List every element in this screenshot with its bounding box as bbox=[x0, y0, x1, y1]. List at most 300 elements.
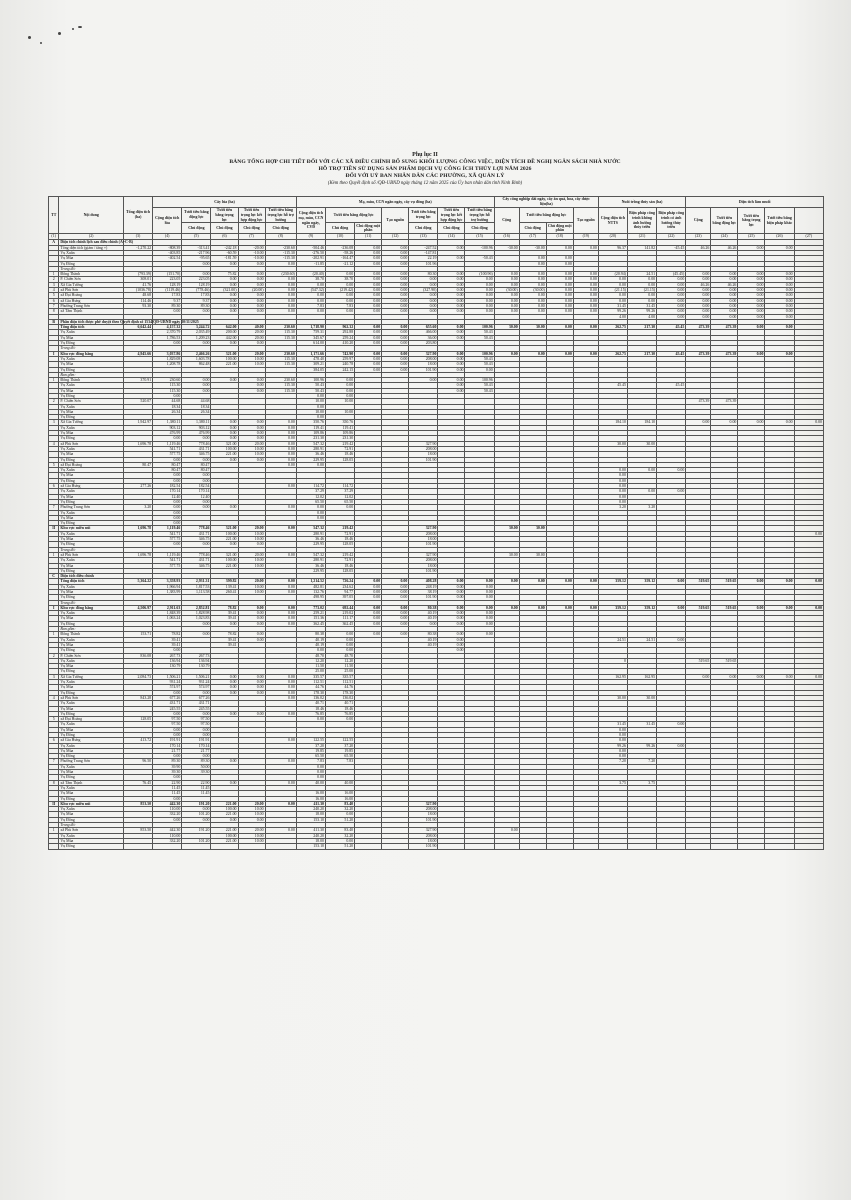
value-cell: 0.00 bbox=[438, 351, 465, 356]
value-cell: 0.00 bbox=[409, 298, 438, 303]
value-cell: 384.05 bbox=[296, 367, 325, 372]
value-cell: 130.79 bbox=[182, 664, 211, 669]
value-cell: 0.00 bbox=[657, 303, 686, 308]
value-cell: 40.19 bbox=[409, 642, 438, 647]
value-cell: 0.00 bbox=[238, 711, 265, 716]
value-cell: 65.50 bbox=[296, 754, 325, 759]
value-cell: 10.00 bbox=[238, 833, 265, 838]
value-cell: 0.00 bbox=[598, 277, 627, 282]
value-cell: 48.70 bbox=[296, 653, 325, 658]
value-cell: 0.00 bbox=[438, 632, 465, 637]
value-cell: 0.00 bbox=[211, 282, 238, 287]
value-cell: 0.00 bbox=[438, 277, 465, 282]
value-cell: 219.42 bbox=[325, 441, 354, 446]
value-cell: 208.00 bbox=[409, 531, 438, 536]
value-cell: 0.00 bbox=[382, 250, 409, 255]
value-cell: 18.00 bbox=[296, 838, 325, 843]
row-label-cell: Vụ Mùa bbox=[59, 812, 124, 817]
value-cell: 0.00 bbox=[325, 309, 354, 314]
row-index-cell: 5 bbox=[49, 462, 59, 467]
row-index-cell: 8 bbox=[49, 309, 59, 314]
value-cell bbox=[438, 844, 465, 849]
value-cell: 0.00 bbox=[265, 695, 296, 700]
value-cell: 3.75 bbox=[598, 780, 627, 785]
value-cell: 1,603.78 bbox=[182, 356, 211, 361]
value-cell: -115.30 bbox=[265, 250, 296, 255]
row-label-cell: Vụ Mùa bbox=[59, 838, 124, 843]
value-cell: 0.00 bbox=[296, 770, 325, 775]
value-cell: 0.00 bbox=[438, 356, 465, 361]
value-cell: 115.30 bbox=[265, 362, 296, 367]
value-cell: 0.00 bbox=[211, 303, 238, 308]
value-cell: 12.40 bbox=[153, 494, 182, 499]
value-cell: 100.00 bbox=[211, 531, 238, 536]
value-cell: 267.73 bbox=[182, 653, 211, 658]
value-cell: 191.20 bbox=[182, 828, 211, 833]
column-index-cell: (15) bbox=[465, 234, 494, 240]
value-cell: 0.00 bbox=[546, 579, 573, 584]
value-cell bbox=[465, 844, 494, 849]
value-cell: 234.62 bbox=[325, 584, 354, 589]
column-index-cell: (2) bbox=[59, 234, 124, 240]
value-cell: 10.00 bbox=[238, 362, 265, 367]
row-label-cell: xã Phù Sơn bbox=[59, 441, 124, 446]
value-cell: 30.00 bbox=[627, 441, 656, 446]
row-label-cell: Vụ Đông bbox=[59, 775, 124, 780]
value-cell: 230.60 bbox=[153, 378, 182, 383]
value-cell: 346.75 bbox=[182, 452, 211, 457]
value-cell: 0.00 bbox=[657, 314, 686, 319]
value-cell: 50.43 bbox=[296, 383, 325, 388]
value-cell: 101.90 bbox=[409, 367, 438, 372]
value-cell: 153.10 bbox=[296, 817, 325, 822]
group-color-crops: Mạ, màu, CCN ngắn ngày, cây vụ đông (ha) bbox=[296, 197, 494, 208]
value-cell: 853.50 bbox=[123, 828, 152, 833]
value-cell: 0.00 bbox=[546, 298, 573, 303]
row-label-cell: Vụ Xuân bbox=[59, 383, 124, 388]
value-cell: 0.00 bbox=[738, 288, 765, 293]
value-cell: 80.30 bbox=[409, 272, 438, 277]
value-cell: 0.00 bbox=[355, 356, 382, 361]
value-cell: 0.00 bbox=[325, 642, 354, 647]
value-cell: 0.00 bbox=[598, 473, 627, 478]
value-cell: 9.37 bbox=[153, 298, 182, 303]
value-cell: 7.83 bbox=[296, 303, 325, 308]
value-cell: 0.00 bbox=[465, 298, 494, 303]
value-cell: 0.00 bbox=[325, 388, 354, 393]
value-cell: 399.82 bbox=[211, 579, 238, 584]
value-cell: 0.00 bbox=[182, 754, 211, 759]
row-label-cell: Vụ Xuân bbox=[59, 558, 124, 563]
value-cell: 1,383.99 bbox=[153, 589, 182, 594]
value-cell: 10.00 bbox=[238, 584, 265, 589]
value-cell: 0.00 bbox=[211, 431, 238, 436]
value-cell: 0.00 bbox=[657, 309, 686, 314]
col-rice-kh: Tưới tiêu trọng lực kết hợp động lực bbox=[238, 208, 265, 223]
value-cell: 40.00 bbox=[238, 325, 265, 330]
value-cell: 46.26 bbox=[686, 245, 711, 250]
value-cell: 18.34 bbox=[182, 404, 211, 409]
value-cell: 17.83 bbox=[182, 293, 211, 298]
value-cell: -276.50 bbox=[296, 250, 325, 255]
row-label-cell: Vụ Xuân bbox=[59, 250, 124, 255]
value-cell: 843.28 bbox=[123, 695, 152, 700]
value-cell: 0.00 bbox=[438, 309, 465, 314]
value-cell: 0.00 bbox=[211, 420, 238, 425]
row-index-cell: 1 bbox=[49, 378, 59, 383]
value-cell: 40.19 bbox=[409, 616, 438, 621]
value-cell: 20.00 bbox=[238, 828, 265, 833]
value-cell: 115.30 bbox=[265, 335, 296, 340]
row-label-cell: Vụ Mùa bbox=[59, 770, 124, 775]
row-label-cell: Vụ Xuân bbox=[59, 680, 124, 685]
value-cell: 0.00 bbox=[355, 261, 382, 266]
value-cell: 0.00 bbox=[382, 579, 409, 584]
row-label-cell: Vụ Mùa bbox=[59, 473, 124, 478]
value-cell: 0.00 bbox=[519, 272, 546, 277]
value-cell: 0.00 bbox=[153, 733, 182, 738]
value-cell: 0.00 bbox=[438, 335, 465, 340]
value-cell: 0.00 bbox=[657, 298, 686, 303]
value-cell: 136.02 bbox=[325, 695, 354, 700]
value-cell: 0.00 bbox=[265, 589, 296, 594]
value-cell: 0.00 bbox=[355, 595, 382, 600]
value-cell: 0.00 bbox=[153, 775, 182, 780]
value-cell: 0.00 bbox=[211, 690, 238, 695]
value-cell: 0.00 bbox=[325, 632, 354, 637]
value-cell: 0.00 bbox=[494, 293, 519, 298]
value-cell: 0.00 bbox=[265, 288, 296, 293]
row-label-cell: Vụ Mùa bbox=[59, 452, 124, 457]
row-label-cell: xã Tâm Thịnh bbox=[59, 309, 124, 314]
row-label-cell: Vụ Xuân bbox=[59, 446, 124, 451]
value-cell: (547.32) bbox=[296, 288, 325, 293]
value-cell: 0.00 bbox=[598, 754, 627, 759]
value-cell: 442.00 bbox=[211, 335, 238, 340]
value-cell: 80.47 bbox=[182, 462, 211, 467]
row-label-cell: Phường Trung Sơn bbox=[59, 759, 124, 764]
value-cell: 170.14 bbox=[182, 489, 211, 494]
value-cell: 547.32 bbox=[296, 552, 325, 557]
value-cell: 0.00 bbox=[182, 632, 211, 637]
value-cell: 0.00 bbox=[296, 415, 325, 420]
value-cell: 519.65 bbox=[686, 605, 711, 610]
value-cell: 0.00 bbox=[546, 351, 573, 356]
value-cell: 931.24 bbox=[153, 680, 182, 685]
value-cell: 0.00 bbox=[355, 303, 382, 308]
value-cell: 327.90 bbox=[409, 801, 438, 806]
value-cell: 136.94 bbox=[153, 658, 182, 663]
value-cell: 0.00 bbox=[438, 388, 465, 393]
value-cell: 0.00 bbox=[238, 616, 265, 621]
value-cell: 10.00 bbox=[238, 558, 265, 563]
value-cell: 6,642.44 bbox=[123, 325, 152, 330]
value-cell: 30.00 bbox=[598, 441, 627, 446]
row-label-cell: Vụ Xuân bbox=[59, 531, 124, 536]
value-cell: 10.00 bbox=[238, 838, 265, 843]
value-cell: 0.00 bbox=[182, 457, 211, 462]
row-label-cell: Đông Thành bbox=[59, 632, 124, 637]
row-index-cell: I bbox=[49, 605, 59, 610]
value-cell: 0.00 bbox=[465, 611, 494, 616]
value-cell: 111.17 bbox=[325, 616, 354, 621]
value-cell: 26.34 bbox=[153, 409, 182, 414]
col-color-hot: Tưới tiêu bằng trọng lực hỗ trợ hướng bbox=[465, 208, 494, 223]
value-cell: 0.00 bbox=[265, 441, 296, 446]
value-cell: 0.00 bbox=[325, 838, 354, 843]
value-cell: 327.90 bbox=[409, 828, 438, 833]
value-cell: 0.00 bbox=[738, 298, 765, 303]
value-cell: 0.00 bbox=[738, 314, 765, 319]
value-cell: 327.90 bbox=[409, 526, 438, 531]
row-index-cell: A bbox=[49, 240, 59, 245]
value-cell: 96.50 bbox=[123, 759, 152, 764]
value-cell: 44.68 bbox=[182, 399, 211, 404]
value-cell: 115.30 bbox=[153, 388, 182, 393]
value-cell: 0.00 bbox=[296, 505, 325, 510]
row-label-cell: Phường Trung Sơn bbox=[59, 303, 124, 308]
value-cell: 0.00 bbox=[465, 282, 494, 287]
value-cell: -230.60 bbox=[265, 245, 296, 250]
value-cell: 72.91 bbox=[325, 558, 354, 563]
row-label-cell: Vụ Đông bbox=[59, 341, 124, 346]
value-cell: 32.20 bbox=[325, 807, 354, 812]
value-cell: 0.00 bbox=[738, 351, 765, 356]
value-cell: 862.48 bbox=[182, 362, 211, 367]
row-index-cell: 2 bbox=[49, 653, 59, 658]
sub-rice-chudong-1: Chủ động bbox=[182, 223, 211, 234]
value-cell: 0.00 bbox=[494, 303, 519, 308]
value-cell: 0.00 bbox=[325, 812, 354, 817]
value-cell: 230.60 bbox=[265, 325, 296, 330]
col-salt-sum: Cộng bbox=[686, 208, 711, 234]
value-cell: 0.00 bbox=[382, 621, 409, 626]
value-cell: 1,208.78 bbox=[153, 362, 182, 367]
value-cell: 31.45 bbox=[598, 722, 627, 727]
value-cell: 0.00 bbox=[325, 282, 354, 287]
value-cell: 38.70 bbox=[296, 277, 325, 282]
value-cell: 0.00 bbox=[296, 462, 325, 467]
value-cell: 0.00 bbox=[325, 383, 354, 388]
value-cell: 0.00 bbox=[153, 341, 182, 346]
value-cell: 230.60 bbox=[265, 378, 296, 383]
value-cell: 38.19 bbox=[409, 589, 438, 594]
value-cell: 853.50 bbox=[123, 801, 152, 806]
row-label-cell: Khu vực miền núi bbox=[59, 526, 124, 531]
row-label-cell: Diện tích điều chỉnh bbox=[59, 574, 124, 579]
value-cell: 0.00 bbox=[438, 595, 465, 600]
row-label-cell: Vụ Mùa bbox=[59, 791, 124, 796]
value-cell: 45.45 bbox=[657, 325, 686, 330]
value-cell: 0.00 bbox=[765, 298, 794, 303]
value-cell: 0.00 bbox=[765, 288, 794, 293]
value-cell: 11.45 bbox=[153, 785, 182, 790]
value-cell: 350.76 bbox=[325, 420, 354, 425]
value-cell: 130.79 bbox=[153, 664, 182, 669]
value-cell: 122.55 bbox=[296, 738, 325, 743]
col-tt: TT bbox=[49, 197, 59, 234]
value-cell: 100.96 bbox=[465, 351, 494, 356]
value-cell: 541.71 bbox=[153, 446, 182, 451]
value-cell: 0.00 bbox=[573, 293, 598, 298]
value-cell: 12.02 bbox=[296, 494, 325, 499]
row-label-cell: xã Đại Hoàng bbox=[59, 717, 124, 722]
value-cell: 0.00 bbox=[598, 738, 627, 743]
value-cell: 0.00 bbox=[465, 303, 494, 308]
value-cell: 76.85 bbox=[325, 711, 354, 716]
value-cell: 10.00 bbox=[238, 452, 265, 457]
value-cell: -164.47 bbox=[325, 256, 354, 261]
value-cell: 0.00 bbox=[265, 526, 296, 531]
value-cell: 0.00 bbox=[465, 367, 494, 372]
value-cell: 30.00 bbox=[519, 526, 546, 531]
row-label-cell: Vụ Đông bbox=[59, 796, 124, 801]
value-cell: 577.75 bbox=[153, 452, 182, 457]
value-cell: 101.96 bbox=[409, 261, 438, 266]
value-cell: 0.00 bbox=[686, 293, 711, 298]
value-cell: 51.20 bbox=[325, 817, 354, 822]
col-color-kh: Tưới tiêu trọng lực kết hợp động lực bbox=[438, 208, 465, 223]
value-cell: 7.20 bbox=[598, 759, 627, 764]
value-cell: 200.00 bbox=[211, 330, 238, 335]
column-index-cell: (26) bbox=[765, 234, 794, 240]
value-cell: 259.97 bbox=[325, 356, 354, 361]
value-cell: 44.76 bbox=[325, 685, 354, 690]
group-rice: Cây lúa (ha) bbox=[153, 197, 297, 208]
value-cell: 101.90 bbox=[409, 595, 438, 600]
value-cell: 0.00 bbox=[355, 256, 382, 261]
row-label-cell: Ban gồm: bbox=[59, 372, 124, 377]
value-cell: 259.21 bbox=[296, 611, 325, 616]
value-cell: (219.42) bbox=[325, 288, 354, 293]
value-cell: 4.00 bbox=[627, 314, 656, 319]
value-cell: 3,358.93 bbox=[153, 579, 182, 584]
column-index-cell: (16) bbox=[494, 234, 519, 240]
row-label-cell: Xã Gia Tường bbox=[59, 674, 124, 679]
value-cell: 4,506.97 bbox=[123, 605, 152, 610]
value-cell: 0.00 bbox=[382, 293, 409, 298]
value-cell: 0.00 bbox=[711, 272, 738, 277]
row-label-cell: xã Phù Sơn bbox=[59, 288, 124, 293]
value-cell: 11.45 bbox=[182, 791, 211, 796]
value-cell: 80.47 bbox=[153, 468, 182, 473]
column-index-cell: (23) bbox=[686, 234, 711, 240]
value-cell: 0.00 bbox=[686, 298, 711, 303]
value-cell: 37.29 bbox=[296, 489, 325, 494]
value-cell: 136.02 bbox=[296, 695, 325, 700]
value-cell: (45.45) bbox=[657, 272, 686, 277]
value-cell: 0.00 bbox=[519, 293, 546, 298]
row-label-cell: Vụ Mùa bbox=[59, 664, 124, 669]
value-cell bbox=[265, 844, 296, 849]
value-cell: 7.20 bbox=[627, 759, 656, 764]
row-label-cell: Vụ Đông bbox=[59, 621, 124, 626]
value-cell: 1,696.78 bbox=[123, 526, 152, 531]
value-cell: 72.91 bbox=[325, 446, 354, 451]
sub-color-motphan: Chủ động một phần bbox=[356, 223, 381, 233]
value-cell: 0.00 bbox=[519, 309, 546, 314]
row-index-cell: 3 bbox=[49, 282, 59, 287]
value-cell: 0.00 bbox=[627, 468, 656, 473]
row-index-cell: B bbox=[49, 319, 59, 324]
value-cell: 903.12 bbox=[182, 425, 211, 430]
value-cell: 89.30 bbox=[153, 759, 182, 764]
value-cell: 100.96 bbox=[465, 325, 494, 330]
value-cell: 26.34 bbox=[182, 409, 211, 414]
value-cell: 0.00 bbox=[382, 589, 409, 594]
value-cell: 30.00 bbox=[598, 695, 627, 700]
value-cell: 0.00 bbox=[325, 717, 354, 722]
value-cell: 0.00 bbox=[438, 579, 465, 584]
value-cell: 19.85 bbox=[325, 748, 354, 753]
value-cell: 0.00 bbox=[265, 690, 296, 695]
value-cell: 0.00 bbox=[238, 632, 265, 637]
value-cell: 0.00 bbox=[765, 605, 794, 610]
value-cell: 40.00 bbox=[296, 780, 325, 785]
value-cell: 97.50 bbox=[182, 722, 211, 727]
value-cell: 0.00 bbox=[265, 452, 296, 457]
value-cell: 0.00 bbox=[153, 309, 182, 314]
value-cell bbox=[123, 844, 152, 849]
value-cell: 0.00 bbox=[211, 680, 238, 685]
column-index-cell: (1) bbox=[49, 234, 59, 240]
value-cell: (1119.46) bbox=[153, 288, 182, 293]
value-cell: -60.59 bbox=[211, 250, 238, 255]
value-cell: 0.00 bbox=[382, 605, 409, 610]
row-label-cell: Vụ Mùa bbox=[59, 409, 124, 414]
value-cell: -202.91 bbox=[296, 256, 325, 261]
value-cell: 229.95 bbox=[296, 542, 325, 547]
value-cell: 231.30 bbox=[296, 436, 325, 441]
value-cell: 574.97 bbox=[153, 685, 182, 690]
value-cell: 101.20 bbox=[182, 838, 211, 843]
value-cell: 350.76 bbox=[296, 420, 325, 425]
row-index-cell: 2 bbox=[49, 277, 59, 282]
value-cell: 37.20 bbox=[296, 743, 325, 748]
group-salt: Diện tích làm muối bbox=[686, 197, 824, 208]
value-cell: 0.00 bbox=[438, 589, 465, 594]
row-label-cell: Vụ Xuân bbox=[59, 356, 124, 361]
value-cell: 0.00 bbox=[265, 685, 296, 690]
value-cell: 128.19 bbox=[153, 282, 182, 287]
value-cell: 482.81 bbox=[296, 584, 325, 589]
value-cell: 80.47 bbox=[123, 462, 152, 467]
row-label-cell: Vụ Đông bbox=[59, 669, 124, 674]
value-cell: 0.00 bbox=[355, 589, 382, 594]
value-cell: 94.77 bbox=[325, 589, 354, 594]
value-cell: 184.10 bbox=[627, 420, 656, 425]
value-cell: 36.46 bbox=[296, 563, 325, 568]
row-label-cell: Vụ Xuân bbox=[59, 404, 124, 409]
value-cell: 0.00 bbox=[494, 309, 519, 314]
value-cell: 0.00 bbox=[382, 261, 409, 266]
value-cell: 692.44 bbox=[325, 605, 354, 610]
value-cell: 0.00 bbox=[355, 341, 382, 346]
value-cell: 346.75 bbox=[182, 537, 211, 542]
column-index-cell: (8) bbox=[265, 234, 296, 240]
value-cell: 0.00 bbox=[238, 383, 265, 388]
value-cell: 0.00 bbox=[296, 404, 325, 409]
value-cell: 0.00 bbox=[238, 272, 265, 277]
col-aqua-tide: Biện pháp công trình có ảnh hưởng thủy triều bbox=[657, 208, 686, 234]
value-cell: 162.95 bbox=[627, 674, 656, 679]
row-label-cell: Vụ Mùa bbox=[59, 616, 124, 621]
value-cell: -504.46 bbox=[296, 245, 325, 250]
value-cell: 0.00 bbox=[573, 277, 598, 282]
sub-color-chudong-2: Chủ động bbox=[409, 223, 438, 234]
value-cell: 0.00 bbox=[382, 298, 409, 303]
row-index-cell: 6 bbox=[49, 484, 59, 489]
